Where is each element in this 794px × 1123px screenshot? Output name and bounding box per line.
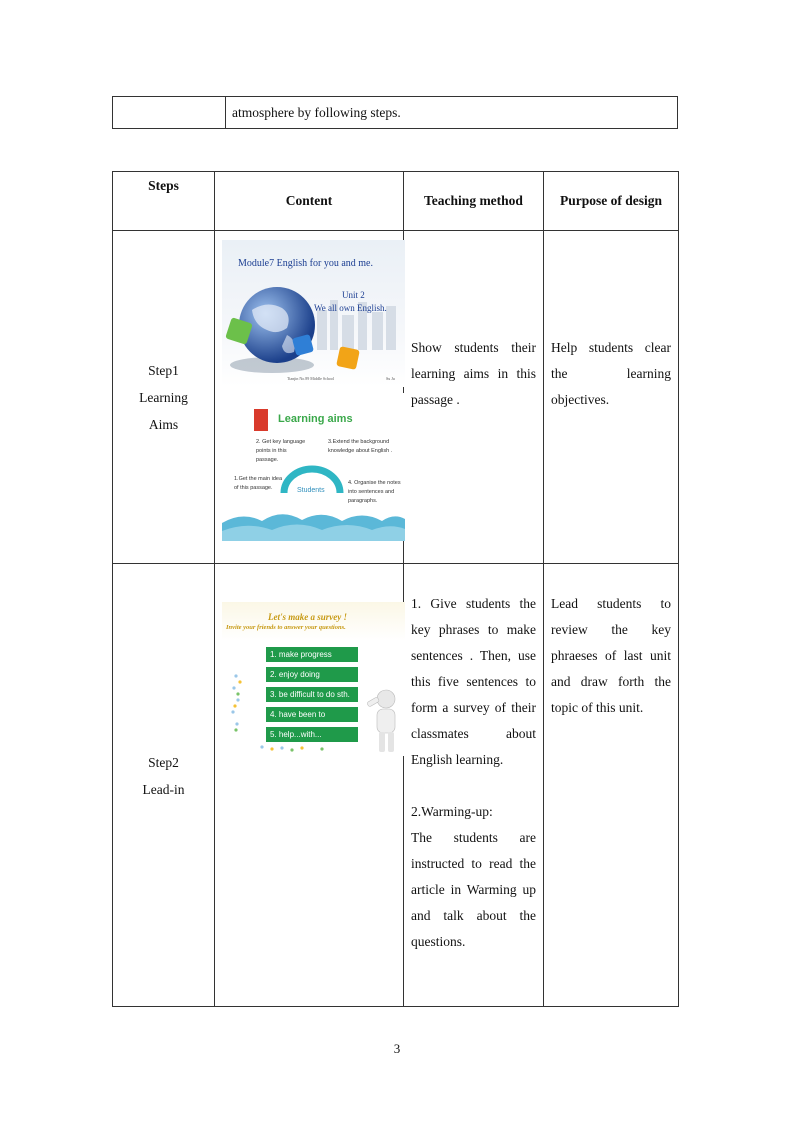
slide1-unit: Unit 2 [342,290,365,300]
survey-item: 4. have been to [266,707,358,722]
step1-purpose-text: Help students clear the learning objectives. [551,340,671,407]
survey-item: 1. make progress [266,647,358,662]
header-content: Content [215,172,404,231]
step1-sub1: Learning [139,389,188,405]
survey-item: 2. enjoy doing [266,667,358,682]
slide2-title: Learning aims [278,413,353,425]
lesson-table [112,171,679,1007]
step1-title: Step1 [148,362,179,378]
step1-purpose [544,231,679,564]
step2-method [404,564,544,1007]
slide1-footer-right: Su Ju [386,376,395,381]
slide3-subtitle: Invite your friends to answer your questions. [226,624,346,631]
step2-method-p2-title: 2.Warming-up: [411,804,493,819]
top-table [112,96,678,129]
step1-method-text: Show students their learning aims in this passage . [411,340,536,407]
header-method: Teaching method [404,172,544,231]
survey-item: 3. be difficult to do sth. [266,687,358,702]
slide2-aim3: 3.Extend the background knowledge about English . [328,439,393,454]
header-row [113,172,679,231]
learning-aims-slide [222,393,405,541]
step2-method-p1: 1. Give students the key phrases to make sentences . Then, use this five sentences to form a survey of their classmates about English learning. [411,596,536,767]
step2-method-p2: The students are instructed to read the article in Warming up and talk about the questions. [411,830,536,949]
orange-cube-icon [336,346,360,370]
step2-title: Step2 [148,754,179,770]
slide3-title: Let's make a survey ! [268,612,347,622]
step2-cell [113,564,215,1007]
module-slide [222,240,405,387]
header-steps: Steps [113,172,215,231]
header-purpose: Purpose of design [544,172,679,231]
step2-content [215,564,404,1007]
survey-slide [222,602,405,756]
table-row [113,231,679,564]
step1-cell [113,231,215,564]
step2-purpose [544,564,679,1007]
slide2-center: Students [297,487,325,494]
step1-content [215,231,404,564]
top-left-cell [113,97,226,129]
slide2-aim1: 1.Get the main idea of this passage. [234,476,283,491]
slide1-title: Module7 English for you and me. [238,258,373,269]
slide2-aim4: 4. Organise the notes into sentences and paragraphs. [348,480,401,504]
slide2-aim2: 2. Get key language points in this passage. [256,439,306,463]
slide1-subtitle: We all own English. [314,303,387,313]
survey-item: 5. help...with... [266,727,358,742]
slide1-footer-left: Tianjin No.89 Middle School [287,376,334,381]
top-right-cell: atmosphere by following steps. [226,97,678,129]
step2-purpose-text: Lead students to review the key phraeses of last unit and draw forth the topic of this unit. [551,596,671,715]
step1-method [404,231,544,564]
step2-sub1: Lead-in [142,781,185,797]
table-row [113,564,679,1007]
step1-sub2: Aims [148,416,179,432]
page-number: 3 [393,1041,401,1056]
presenter-figure [367,690,395,752]
